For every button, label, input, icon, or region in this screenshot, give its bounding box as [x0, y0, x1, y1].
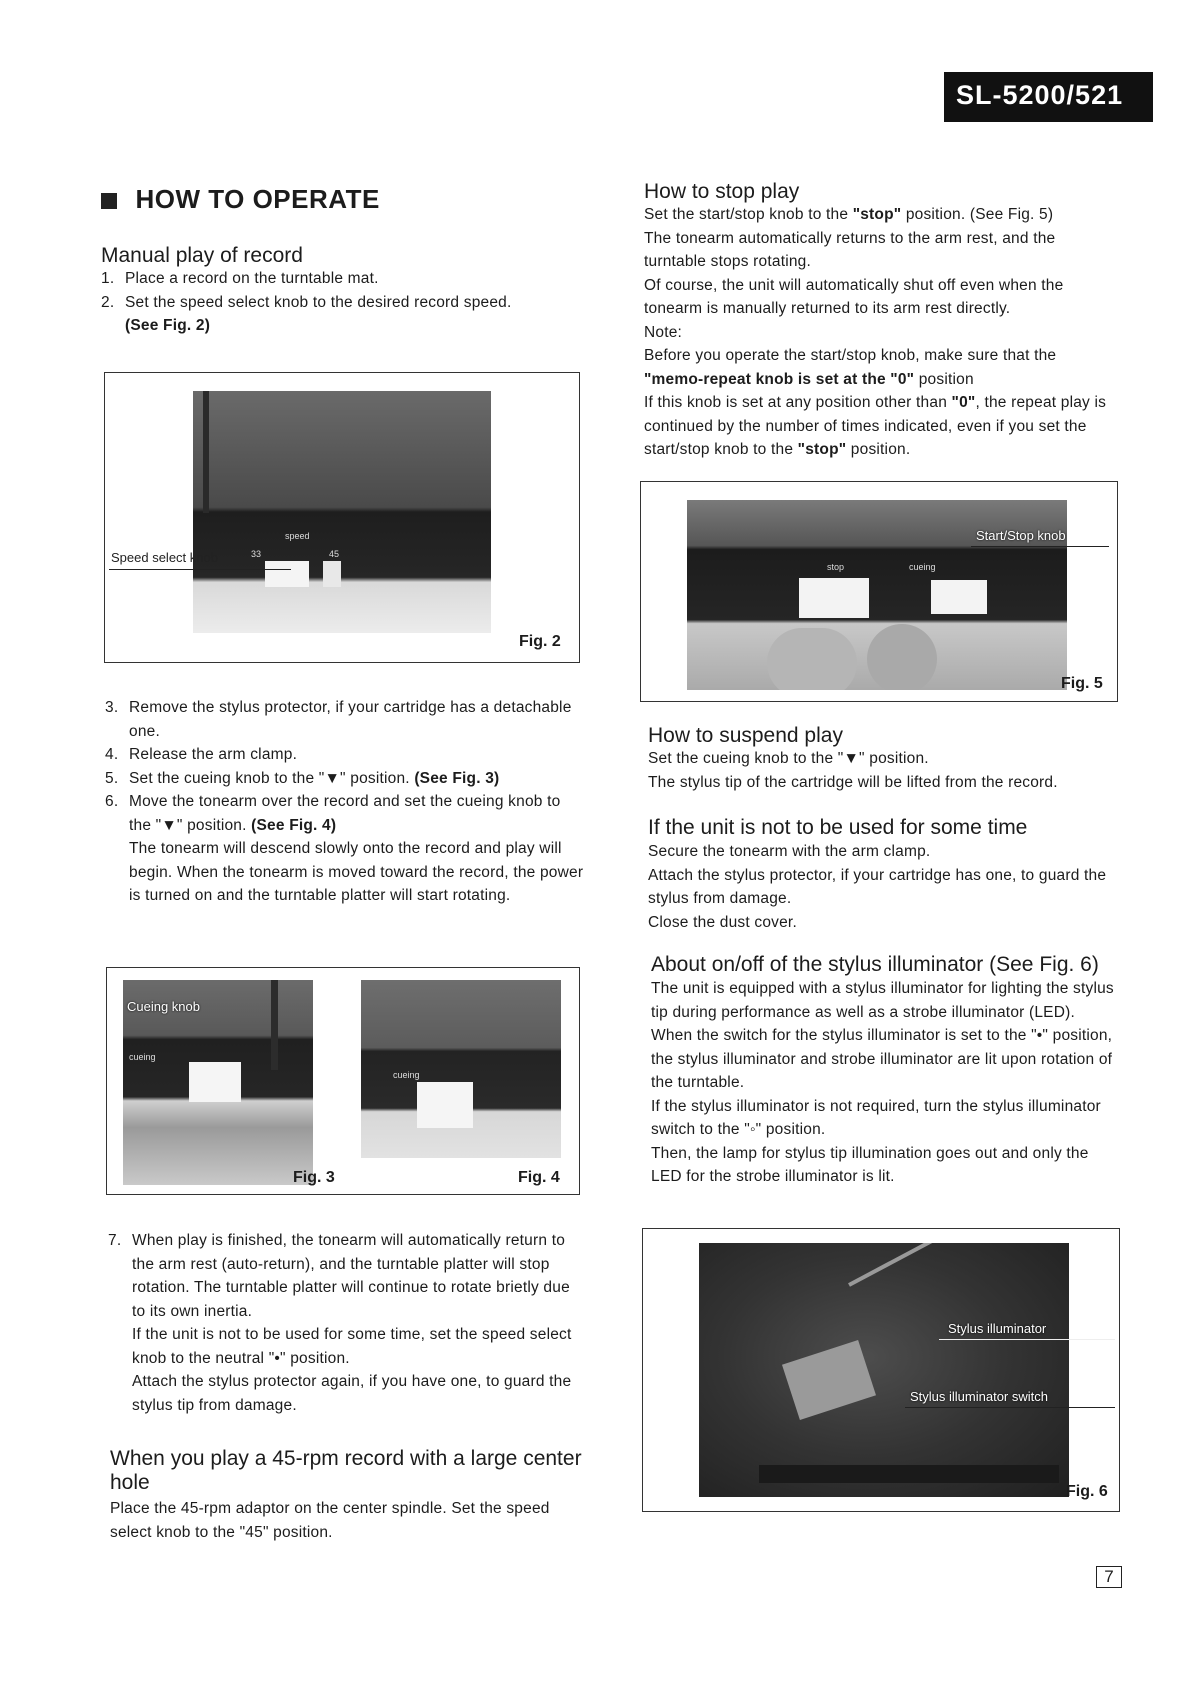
section-heading — [101, 184, 380, 215]
manual-play-heading: Manual play of record — [101, 244, 303, 267]
stop-play-text: Set the start/stop knob to the "stop" position. (See Fig. 5) The tonearm automatically returns to the arm rest, and the turntable stops rotating. Of course, the unit will automatically shut off even when the tonearm is manually returned to its arm rest directly. Note: Before you operate the start/stop knob, make sure that the "memo-repeat knob is set at the "0" position If this knob is set at any position other than "0", the repeat play is continued by the number of times indicated, even if you set the start/stop knob to the "stop" position. — [644, 206, 1107, 458]
cueing-knob-photo-left: cueing — [123, 980, 313, 1185]
list-item: 1. Place a record on the turntable mat. — [101, 270, 379, 287]
list-item: 7. When play is finished, the tonearm will automatically return to the arm rest (auto-return), and the turntable platter will stop rotation. The turntable platter will continue to rotate brietly due to its own inertia. If the unit is not to be used for some time, set the speed select knob to the neutral "•" position. Attach the stylus protector again, if you have one, to guard the stylus tip from damage. — [108, 1232, 572, 1414]
speed-knob-photo: speed 33 45 — [193, 391, 491, 633]
illuminator-text: The unit is equipped with a stylus illuminator for lighting the stylus tip during performance as well as a strobe illuminator (LED). When the switch for the stylus illuminator is set to the "•" position, the stylus illuminator and strobe illuminator are lit upon rotation of the turntable. If the stylus illuminator is not required, turn the stylus illuminator switch to the "◦" position. Then, the lamp for stylus tip illumination goes out and only the LED for the strobe illuminator is lit. — [651, 980, 1114, 1185]
cueing-knob-callout: Cueing knob — [127, 999, 200, 1014]
suspend-text: Set the cueing knob to the "▼" position. The stylus tip of the cartridge will be lifted from the record. — [648, 750, 1058, 791]
start-stop-callout: Start/Stop knob — [976, 528, 1066, 543]
stylus-illuminator-callout: Stylus illuminator — [948, 1321, 1047, 1336]
model-badge — [944, 72, 1153, 122]
section-square-icon — [101, 193, 117, 209]
step-7 — [108, 1229, 586, 1417]
speed-select-knob — [265, 561, 309, 587]
figure-2 — [104, 372, 580, 663]
stop-play-heading: How to stop play — [644, 180, 800, 203]
not-used-text: Secure the tonearm with the arm clamp. Attach the stylus protector, if your cartridge has one, to guard the stylus from damage. Close the dust cover. — [648, 843, 1107, 931]
fig3-label: Fig. 3 — [293, 1169, 335, 1186]
stylus-illuminator-switch-callout: Stylus illuminator switch — [910, 1389, 1048, 1404]
list-item: 2. Set the speed select knob to the desired record speed. (See Fig. 2) — [101, 293, 512, 334]
not-used-heading: If the unit is not to be used for some time — [648, 816, 1028, 839]
speed-select-callout: Speed select knob — [111, 550, 218, 565]
rpm45-heading: When you play a 45-rpm record with a large center hole — [110, 1447, 582, 1494]
figure-3-4 — [106, 967, 580, 1195]
page-number: 7 — [1096, 1566, 1122, 1588]
suspend-heading: How to suspend play — [648, 724, 843, 747]
cueing-knob-photo-right: cueing — [361, 980, 561, 1158]
list-item: 6. Move the tonearm over the record and set the cueing knob to the "▼" position. (See Fig. 4) The tonearm will descend slowly onto the record and play will begin. When the tonearm is moved toward the record, the power is turned on and the turntable platter will start rotating. — [105, 793, 584, 904]
fig4-label: Fig. 4 — [518, 1169, 560, 1186]
figure-5 — [640, 481, 1118, 702]
list-item: 3. Remove the stylus protector, if your cartridge has a detachable one. — [105, 699, 572, 740]
model-number: SL-5200/521 — [956, 80, 1124, 110]
section-title: HOW TO OPERATE — [135, 184, 380, 214]
rpm45-text: Place the 45-rpm adaptor on the center spindle. Set the speed select knob to the "45" position. — [110, 1500, 550, 1541]
steps-3-6 — [105, 696, 585, 908]
manual-steps — [101, 267, 585, 338]
fig6-label: Fig. 6 — [1066, 1483, 1108, 1500]
cueing-knob — [189, 1062, 241, 1102]
list-item: 4. Release the arm clamp. — [105, 746, 298, 763]
start-stop-photo: stop cueing — [687, 500, 1067, 690]
fig5-label: Fig. 5 — [1061, 675, 1103, 692]
start-stop-knob — [799, 578, 869, 618]
figure-6 — [642, 1228, 1120, 1512]
stylus-illuminator-photo — [699, 1243, 1069, 1497]
illuminator-heading: About on/off of the stylus illuminator (See Fig. 6) — [651, 953, 1099, 976]
fig2-label: Fig. 2 — [519, 633, 561, 650]
list-item: 5. Set the cueing knob to the "▼" position. (See Fig. 3) — [105, 769, 500, 787]
